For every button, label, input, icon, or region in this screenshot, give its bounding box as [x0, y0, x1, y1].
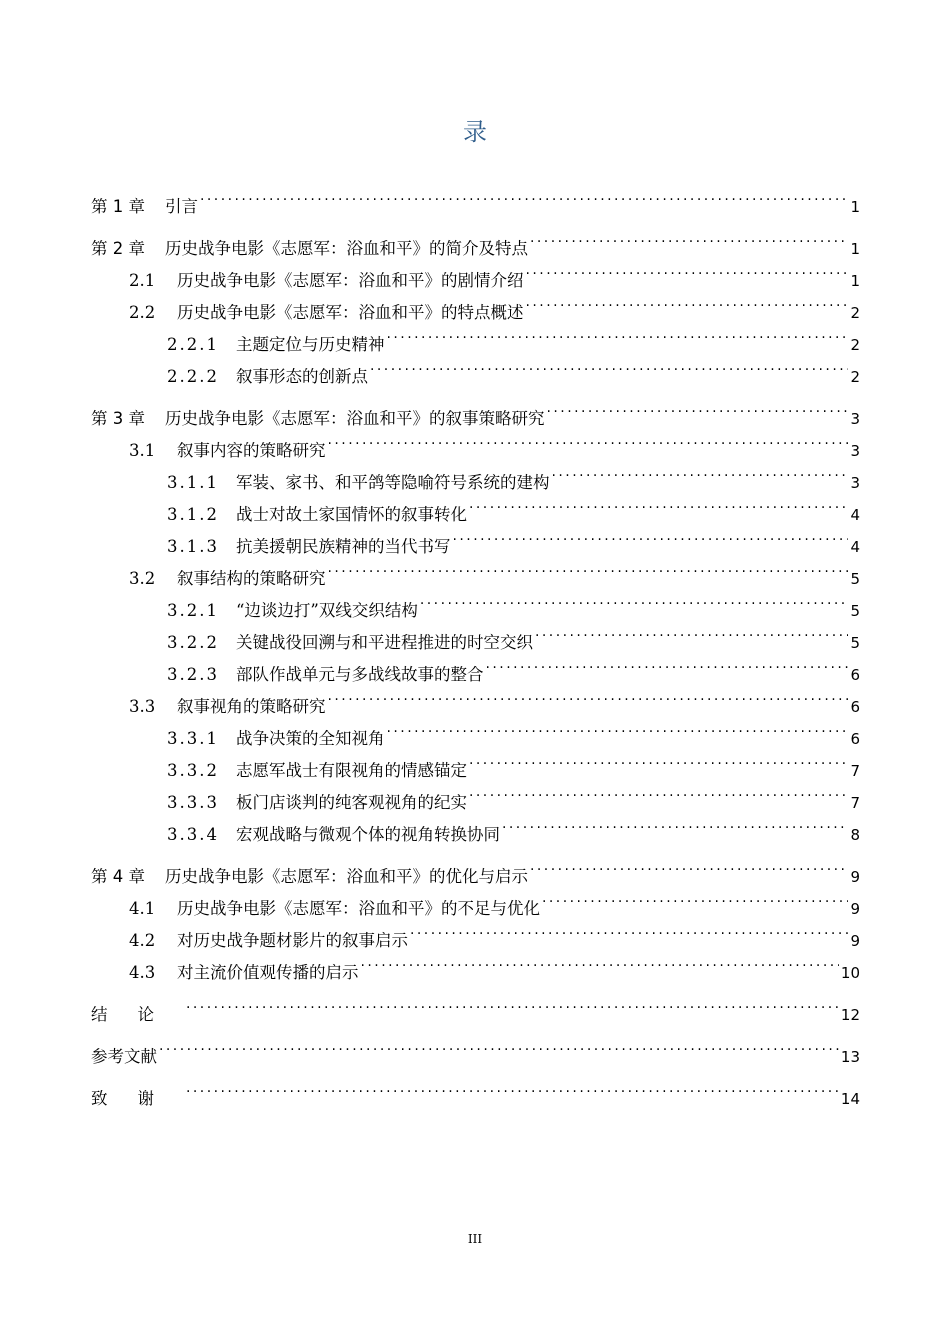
entry-page: 8: [850, 826, 860, 844]
entry-title: 叙事内容的策略研究: [177, 441, 326, 460]
entry-page: 13: [840, 1048, 860, 1066]
dot-leader: [530, 850, 848, 882]
dot-leader: [535, 616, 848, 648]
dot-leader: [410, 914, 848, 946]
dot-leader: [542, 882, 848, 914]
dot-leader: [328, 424, 849, 456]
entry-title: 军装、家书、和平鸽等隐喻符号系统的建构: [236, 473, 550, 492]
entry-number: 3.3.3: [167, 793, 219, 812]
entry-number: 3.1: [129, 441, 156, 460]
dot-leader: [200, 180, 848, 212]
entry-title: 历史战争电影《志愿军：浴血和平》的特点概述: [177, 303, 524, 322]
entry-title: 参考文献: [91, 1047, 157, 1066]
entry-page: 9: [850, 868, 860, 886]
entry-page: 6: [850, 730, 860, 748]
dot-leader: [370, 350, 848, 382]
entry-number: 3.1.1: [167, 473, 219, 492]
dot-leader: [530, 222, 848, 254]
entry-number: 4.2: [129, 931, 156, 950]
entry-title: 叙事视角的策略研究: [177, 697, 326, 716]
toc-entry-references[interactable]: [91, 1030, 860, 1066]
dot-leader: [186, 1072, 839, 1104]
entry-title: 历史战争电影《志愿军：浴血和平》的不足与优化: [177, 899, 540, 918]
entry-page: 5: [850, 570, 860, 588]
entry-page: 14: [840, 1090, 860, 1108]
dot-leader: [469, 488, 848, 520]
entry-number: 2.2: [129, 303, 156, 322]
entry-title: 历史战争电影《志愿军：浴血和平》的优化与启示: [165, 867, 528, 886]
entry-number: 3.2.1: [167, 601, 219, 620]
dot-leader: [328, 680, 849, 712]
toc-entry-conclusion[interactable]: [91, 988, 860, 1024]
dot-leader: [547, 392, 849, 424]
entry-title: 部队作战单元与多战线故事的整合: [236, 665, 484, 684]
dot-leader: [469, 776, 848, 808]
toc-entry-chapter-1[interactable]: [91, 180, 860, 216]
entry-title: 历史战争电影《志愿军：浴血和平》的简介及特点: [165, 239, 528, 258]
entry-title: 主题定位与历史精神: [236, 335, 385, 354]
entry-number: 2.2.2: [167, 367, 219, 386]
entry-number: 2.2.1: [167, 335, 219, 354]
toc-entry-chapter-4[interactable]: [91, 850, 860, 886]
table-of-contents: [91, 180, 860, 1108]
entry-number: 3.3.1: [167, 729, 219, 748]
entry-number: 3.1.2: [167, 505, 219, 524]
dot-leader: [328, 552, 849, 584]
dot-leader: [469, 744, 848, 776]
entry-title: 志愿军战士有限视角的情感锚定: [236, 761, 467, 780]
entry-page: 2: [850, 304, 860, 322]
entry-number: 3.3.2: [167, 761, 219, 780]
entry-page: 3: [850, 410, 860, 428]
entry-number: 3.3: [129, 697, 156, 716]
entry-page: 3: [850, 474, 860, 492]
dot-leader: [453, 520, 849, 552]
entry-number: 3.2.3: [167, 665, 219, 684]
entry-number: 3.3.4: [167, 825, 219, 844]
entry-title: 引言: [165, 197, 198, 216]
entry-page: 2: [850, 368, 860, 386]
dot-leader: [387, 712, 849, 744]
dot-leader: [526, 286, 849, 318]
entry-page: 1: [850, 198, 860, 216]
toc-title: 录: [463, 118, 487, 146]
dot-leader: [186, 988, 839, 1020]
entry-number: 3.2: [129, 569, 156, 588]
dot-leader: [387, 318, 849, 350]
entry-number: 4.3: [129, 963, 156, 982]
entry-page: 6: [850, 666, 860, 684]
dot-leader: [486, 648, 849, 680]
entry-page: 1: [850, 240, 860, 258]
entry-number: 4.1: [129, 899, 156, 918]
entry-page: 10: [840, 964, 860, 982]
entry-page: 5: [850, 634, 860, 652]
entry-page: 1: [850, 272, 860, 290]
dot-leader: [361, 946, 839, 978]
entry-title: 结论: [91, 1005, 184, 1024]
entry-page: 7: [850, 762, 860, 780]
toc-entry-chapter-2[interactable]: [91, 222, 860, 258]
entry-title: “边谈边打”双线交织结构: [236, 601, 418, 620]
entry-title: 对历史战争题材影片的叙事启示: [177, 931, 408, 950]
entry-title: 抗美援朝民族精神的当代书写: [236, 537, 451, 556]
entry-page: 5: [850, 602, 860, 620]
dot-leader: [159, 1030, 839, 1062]
entry-page: 12: [840, 1006, 860, 1024]
entry-title: 对主流价值观传播的启示: [177, 963, 359, 982]
dot-leader: [420, 584, 849, 616]
entry-title: 历史战争电影《志愿军：浴血和平》的叙事策略研究: [165, 409, 545, 428]
entry-number: 3.1.3: [167, 537, 219, 556]
entry-number: 第 3 章: [91, 409, 145, 428]
page-number-footer: III: [467, 1232, 483, 1246]
entry-title: 叙事形态的创新点: [236, 367, 368, 386]
entry-title: 板门店谈判的纯客观视角的纪实: [236, 793, 467, 812]
entry-page: 3: [850, 442, 860, 460]
entry-page: 7: [850, 794, 860, 812]
entry-title: 历史战争电影《志愿军：浴血和平》的剧情介绍: [177, 271, 524, 290]
entry-title: 宏观战略与微观个体的视角转换协同: [236, 825, 500, 844]
toc-entry-acknowledgements[interactable]: [91, 1072, 860, 1108]
entry-page: 9: [850, 932, 860, 950]
entry-page: 4: [850, 538, 860, 556]
entry-page: 4: [850, 506, 860, 524]
toc-entry-chapter-3[interactable]: [91, 392, 860, 428]
entry-page: 2: [850, 336, 860, 354]
entry-page: 6: [850, 698, 860, 716]
entry-title: 致谢: [91, 1089, 184, 1108]
entry-number: 第 1 章: [91, 197, 145, 216]
entry-number: 2.1: [129, 271, 156, 290]
entry-number: 第 2 章: [91, 239, 145, 258]
entry-number: 第 4 章: [91, 867, 145, 886]
dot-leader: [526, 254, 849, 286]
entry-title: 叙事结构的策略研究: [177, 569, 326, 588]
entry-number: 3.2.2: [167, 633, 219, 652]
dot-leader: [552, 456, 849, 488]
entry-title: 战士对故土家国情怀的叙事转化: [236, 505, 467, 524]
entry-title: 战争决策的全知视角: [236, 729, 385, 748]
entry-page: 9: [850, 900, 860, 918]
dot-leader: [502, 808, 848, 840]
entry-title: 关键战役回溯与和平进程推进的时空交织: [236, 633, 533, 652]
